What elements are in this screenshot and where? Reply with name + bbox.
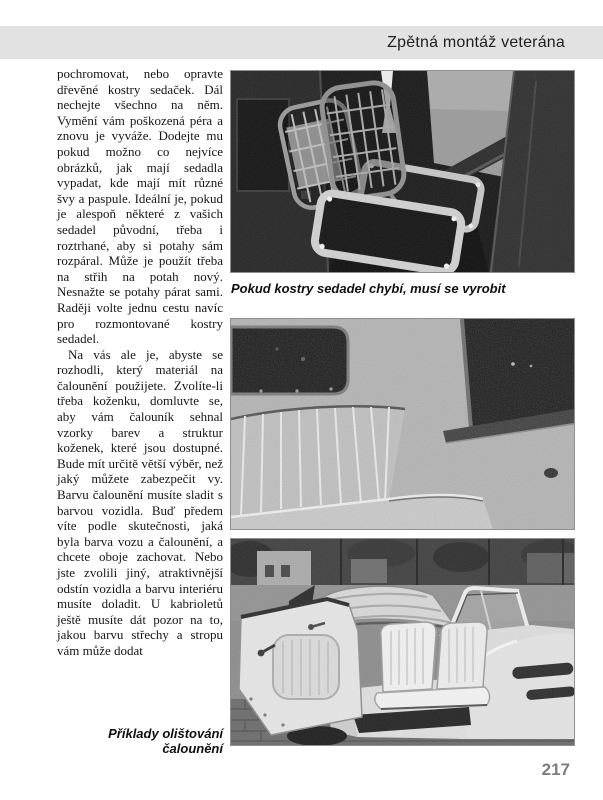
bench-upholstery-illustration (231, 319, 574, 529)
photo-cabriolet (230, 538, 575, 746)
photo-bench-upholstery (230, 318, 575, 530)
body-text-column (57, 66, 223, 659)
chapter-title: Zpětná montáž veterána (387, 33, 565, 51)
page-number: 217 (541, 760, 570, 779)
body-paragraph-1: pochromovat, nebo opravte dřevěné kostry sedaček. Dál nechejte všechno na něm. Vymění vám poškozená péra a znovu je vyváže. Dodejte mu pokud možno co nejvíce obrázků, jak mají sedadla vypadat, kde mají mít různé švy a paspule. Ideální je, pokud je alespoň některé z vašich sedadel původní, třeba i roztrhané, aby si potahy sám rozpáral. Může je použít třeba na střih na potah nový. Nesnažte se potahy párat sami. Raději volte jednu cestu navíc pro rozmontované kostry sedadel. (57, 66, 223, 347)
photo-seat-frames (230, 70, 575, 273)
running-header-bar (0, 26, 603, 59)
seat-frames-illustration (231, 71, 574, 272)
body-paragraph-2: Na vás ale je, abyste se rozhodli, který materiál na čalounění použijete. Zvolíte-li třeba koženku, domluvte se, aby vám čalouník sehnal vzorky barev a struktur koženek, které jsou dostupné. Bude mít určitě větší výběr, než jaký můžete zabezpečit vy. Barvu čalounění musíte sladit s barvou vozidla. Buď předem víte podle skutečnosti, jaká byla barva vozu a čalounění, a chcete oboje zachovat. Nebo jste zvolili jiný, atraktivnější odstín vozidla a barvu interiéru musíte doladit. U kabrioletů ještě musíte dát pozor na to, jakou barvu střechy a stropu vám může dodat (57, 346, 223, 658)
cabriolet-illustration (231, 539, 574, 745)
left-column-caption: Příklady olištování čalounění (108, 726, 223, 756)
photo1-caption: Pokud kostry sedadel chybí, musí se vyrobit (231, 281, 506, 296)
